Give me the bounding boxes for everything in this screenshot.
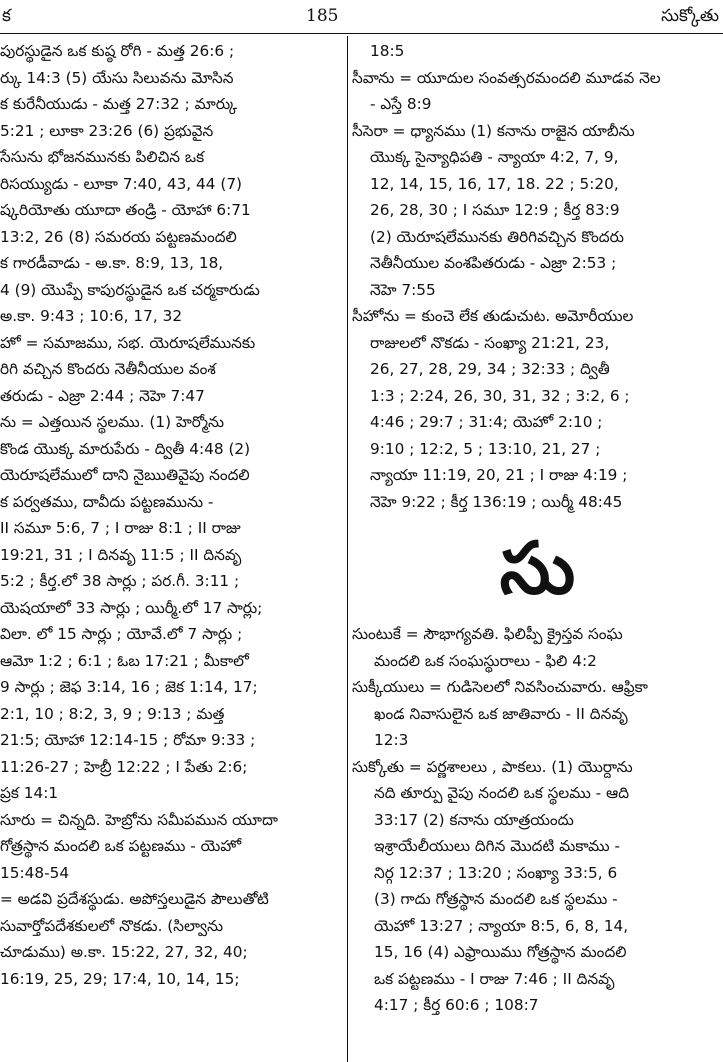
column-divider [347, 36, 348, 1062]
text-line: - ఎస్తే 8:9 [370, 95, 432, 113]
text-line: 13:2, 26 (8) సమరయ పట్టణమందలి [0, 227, 237, 246]
text-line: క గారడీవాడు - అ.కా. 8:9, 13, 18, [0, 254, 224, 272]
text-line: నిర్గ 12:37 ; 13:20 ; సంఖ్యా 33:5, 6 [374, 863, 618, 882]
text-line: రాజులలో నొకడు - సంఖ్యా 21:21, 23, [370, 333, 610, 352]
text-line: రిగి వచ్చిన కొందరు నెతీనీయుల వంశ [0, 360, 216, 378]
text-line: 26, 28, 30 ; I సమూ 12:9 ; కీర్త 83:9 [370, 201, 620, 219]
text-line: 18:5 [370, 42, 405, 60]
text-line: యెహో 13:27 ; న్యాయా 8:5, 6, 8, 14, [374, 916, 629, 935]
text-line: 2:1, 10 ; 8:2, 3, 9 ; 9:13 ; మత్త [0, 704, 225, 723]
text-line: ఆమో 1:2 ; 6:1 ; ఓబ 17:21 ; మీకాలో [0, 651, 249, 670]
section-letter-heading: సు [499, 526, 576, 610]
text-line: 12:3 [374, 731, 409, 749]
text-line: 26, 27, 28, 29, 34 ; 32:33 ; ద్వితీ [370, 360, 610, 378]
entry-headword-line: = అడవి ప్రదేశస్థుడు. అపోస్తలుడైన పౌలుతోటి [0, 890, 269, 908]
entry-headword-line: సూరు = చిన్నది. హెబ్రోను సమీపమున యూదా [0, 810, 278, 829]
text-line: 21:5; యోహా 12:14-15 ; రోమా 9:33 ; [0, 731, 256, 749]
text-line: మందలి ఒక సంఘస్థురాలు - ఫిలి 4:2 [374, 651, 597, 670]
text-line: యెషయాలో 33 సార్లు ; యిర్మీ.లో 17 సార్లు; [0, 598, 263, 617]
text-line: చూడుము) అ.కా. 15:22, 27, 32, 40; [0, 943, 248, 961]
left-column [0, 38, 338, 992]
text-line: 33:17 (2) కనాను యాత్రయందు [374, 810, 574, 829]
text-line: 16:19, 25, 29; 17:4, 10, 14, 15; [0, 969, 240, 988]
header-rule [0, 33, 723, 34]
text-line: ప్రక 14:1 [0, 784, 59, 802]
text-line: 4:17 ; కీర్త 60:6 ; 108:7 [374, 996, 539, 1014]
text-line: సువార్తోపదేశకులలో నొకడు. (సిల్వాను [0, 916, 224, 935]
text-line: 19:21, 31 ; I దినవృ 11:5 ; II దినవృ [0, 545, 242, 564]
right-column [352, 38, 723, 1019]
text-line: ర్కు 14:3 (5) యేసు సిలువను మోసిన [0, 68, 234, 87]
text-line: (2) యెరూషలేమునకు తిరిగివచ్చిన కొందరు [370, 227, 624, 246]
text-line: విలా. లో 15 సార్లు ; యోవే.లో 7 సార్లు ; [0, 625, 243, 643]
page-number: 185 [306, 6, 339, 26]
text-line: క పర్వతము, దావీదు పట్టణమును - [0, 492, 214, 511]
entry-headword-line: సీహోను = కుంచె లేక తుడుచుట. అమోరీయుల [352, 307, 634, 325]
text-line: నెహె 7:55 [370, 280, 436, 299]
running-title: సుక్కోతు [661, 6, 719, 26]
entry-headword-line: సుంటుకే = సౌభాగ్యవతి. ఫిలిప్పీ క్రైస్తవ సంఘ [352, 625, 623, 643]
text-line: సేసును భోజనమునకు పిలిచిన ఒక [0, 148, 205, 166]
text-line: 9 సార్లు ; జెఫ 3:14, 16 ; జెక 1:14, 17; [0, 678, 258, 696]
text-line: కొండ యొక్క మారుపేరు - ద్వితీ 4:48 (2) [0, 439, 251, 458]
text-line: అ.కా. 9:43 ; 10:6, 17, 32 [0, 307, 183, 325]
text-line: II సమూ 5:6, 7 ; I రాజు 8:1 ; II రాజు [0, 519, 241, 537]
text-line: 15:48-54 [0, 863, 70, 882]
text-line: ఒక పట్టణము - I రాజు 7:46 ; II దినవృ [374, 969, 615, 988]
text-line: నెతీనీయుల వంశపితరుడు - ఎజ్రా 2:53 ; [370, 254, 617, 272]
entry-headword-line: సీవాను = యూదుల సంవత్సరమందలి మూడవ నెల [352, 68, 661, 87]
text-line: తరుడు - ఎజ్రా 2:44 ; నెహె 7:47 [0, 386, 205, 405]
text-line: యొక్క సైన్యాధిపతి - న్యాయా 4:2, 7, 9, [370, 148, 619, 166]
text-line: 12, 14, 15, 16, 17, 18. 22 ; 5:20, [370, 174, 619, 193]
text-line: యెరూషలేములో దాని నైఋతివైపు నందలి [0, 466, 250, 484]
text-line: రిసయ్యుడు - లూకా 7:40, 43, 44 (7) [0, 174, 243, 193]
text-line: 4:46 ; 29:7 ; 31:4; యెహో 2:10 ; [370, 413, 603, 431]
entry-headword-line: ను = ఎత్తయిన స్థలము. (1) హెర్మోను [0, 413, 225, 431]
text-line: (3) గాదు గోత్రస్థాన మందలి ఒక స్థలము - [374, 890, 618, 908]
text-line: న్యాయా 11:19, 20, 21 ; I రాజు 4:19 ; [370, 466, 628, 484]
text-line: నది తూర్పు వైపు నందలి ఒక స్థలము - ఆది [374, 784, 629, 802]
text-line: 15, 16 (4) ఎఫ్రాయిము గోత్రస్థాన మందలి [374, 943, 627, 961]
text-line: ఇశ్రాయేలీయులు దిగిన మొదటి మకాము - [374, 837, 620, 855]
entry-headword-line: హో = సమాజము, సభ. యెరూషలేమునకు [0, 333, 256, 352]
text-line: నెహె 9:22 ; కీర్త 136:19 ; యిర్మీ 48:45 [370, 492, 623, 511]
text-line: 11:26-27 ; హెబ్రీ 12:22 ; I పేతు 2:6; [0, 757, 248, 776]
entry-headword-line: సుక్కీయులు = గుడిసెలలో నివసించువారు. ఆఫ్రికా [352, 678, 648, 696]
text-line: ఖండ నివాసులైన ఒక జాతివారు - II దినవృ [374, 704, 628, 723]
entry-headword-line: సీసెరా = ధ్యానము (1) కనాను రాజైన యాబీను [352, 121, 635, 140]
text-line: క కురేనీయుడు - మత్త 27:32 ; మార్కు [0, 95, 238, 113]
text-line: ష్కరియోతు యూదా తండ్రి - యోహా 6:71 [0, 201, 251, 219]
text-line: గోత్రస్థాన మందలి ఒక పట్టణము - యెహో [0, 837, 242, 855]
text-line: 9:10 ; 12:2, 5 ; 13:10, 21, 27 ; [370, 439, 601, 458]
text-line: 5:21 ; లూకా 23:26 (6) ప్రభువైన [0, 121, 214, 140]
text-line: 1:3 ; 2:24, 26, 30, 31, 32 ; 3:2, 6 ; [370, 386, 630, 405]
text-line: 5:2 ; కీర్త.లో 38 సార్లు ; పర.గీ. 3:11 ; [0, 572, 240, 590]
text-line: 4 (9) యొప్పే కాపురస్థుడైన ఒక చర్మకారుడు [0, 280, 260, 299]
header-left-glyph: క [2, 6, 11, 26]
text-line: పురస్థుడైన ఒక కుష్ఠ రోగి - మత్త 26:6 ; [0, 42, 235, 60]
entry-headword-line: సుక్కోతు = పర్ణశాలలు , పాకలు. (1) యొర్దాను [352, 757, 633, 776]
